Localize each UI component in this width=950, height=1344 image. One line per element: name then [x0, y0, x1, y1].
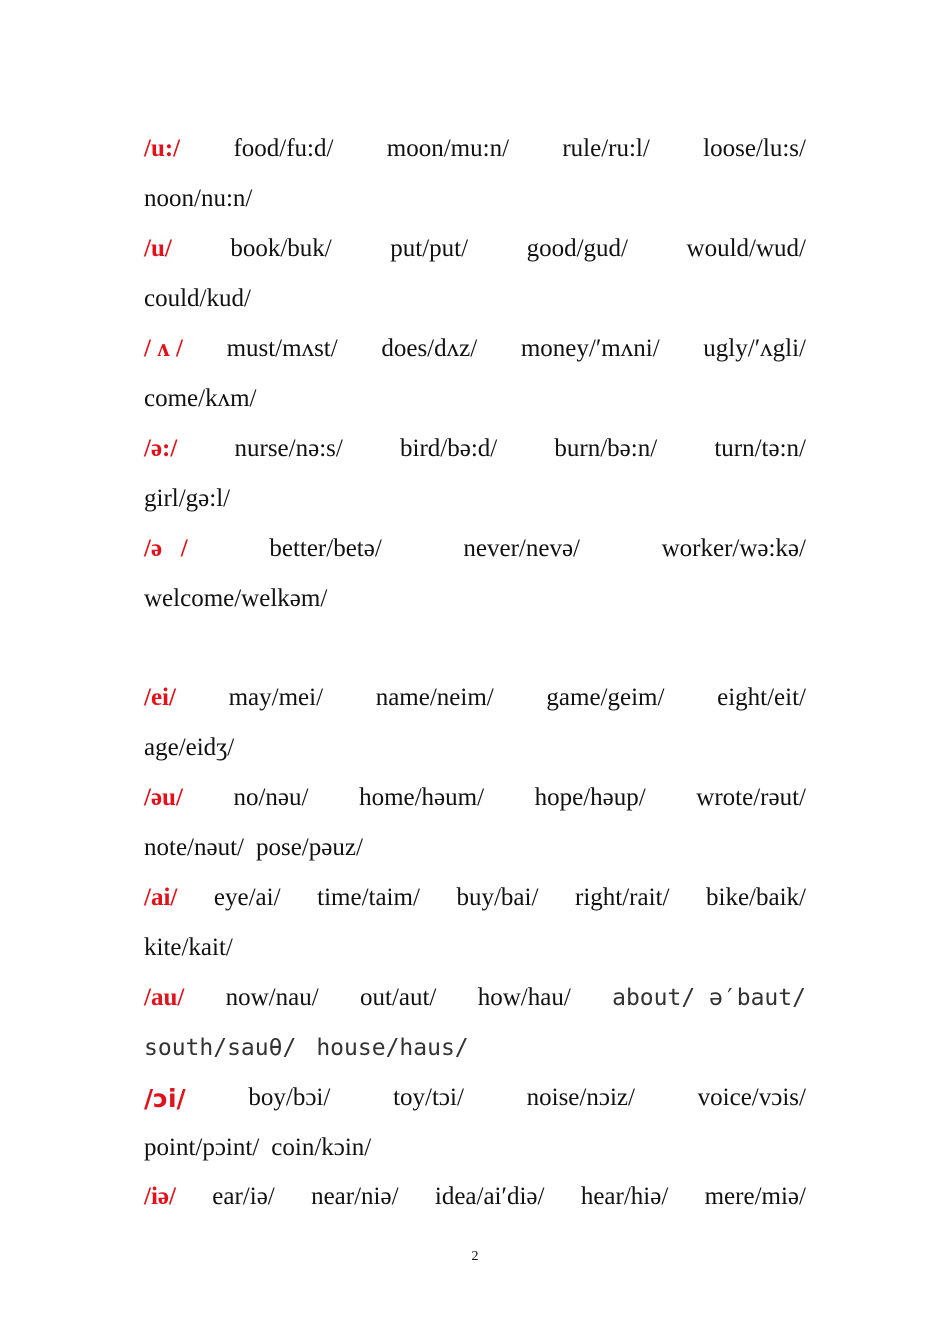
example-word: girl/gə:l/ [144, 485, 231, 512]
phoneme-symbol: /iə/ [144, 1183, 176, 1210]
example-word: noise/nɔiz/ [526, 1084, 635, 1111]
phoneme-row [144, 132, 806, 166]
phoneme-symbol: /ə / [144, 535, 188, 562]
continuation-row [144, 1031, 806, 1065]
phoneme-row [144, 881, 806, 915]
example-word: loose/lu:s/ [703, 135, 806, 162]
example-word: no/nəu/ [233, 784, 309, 811]
example-word: near/niə/ [311, 1183, 399, 1210]
example-word: eye/ai/ [213, 884, 281, 911]
phoneme-symbol: /ɔi/ [144, 1083, 186, 1113]
example-word: worker/wə:kə/ [661, 535, 806, 562]
example-word: how/hau/ [477, 984, 571, 1011]
example-word: turn/tə:n/ [714, 435, 806, 462]
example-word: right/rait/ [575, 884, 670, 911]
example-word: buy/bai/ [456, 884, 539, 911]
continuation-row [144, 182, 806, 216]
example-word: would/wud/ [686, 235, 806, 262]
phoneme-symbol: /ei/ [144, 684, 176, 711]
page-number: 2 [471, 1249, 479, 1264]
example-word: south/sauθ/ [144, 1035, 297, 1061]
continuation-row [144, 382, 806, 416]
phoneme-symbol: / ʌ / [144, 335, 183, 362]
example-word: nurse/nə:s/ [234, 435, 343, 462]
continuation-row [144, 831, 806, 865]
example-word: may/mei/ [228, 684, 324, 711]
example-word: must/mʌst/ [226, 335, 338, 362]
phoneme-row [144, 532, 806, 566]
example-word: food/fu:d/ [233, 135, 334, 162]
continuation-row [144, 282, 806, 316]
example-word: point/pɔint/ [144, 1134, 260, 1161]
example-word: note/nəut/ [144, 834, 244, 861]
phoneme-symbol: /ə:/ [144, 435, 178, 462]
example-word: moon/mu:n/ [386, 135, 510, 162]
example-word: coin/kɔin/ [271, 1134, 372, 1161]
example-word: book/buk/ [230, 235, 332, 262]
example-word: bird/bə:d/ [400, 435, 498, 462]
example-word: bike/baik/ [706, 884, 806, 911]
example-word: never/nevə/ [463, 535, 580, 562]
example-word: time/taim/ [317, 884, 420, 911]
phoneme-row [144, 981, 806, 1015]
example-word: pose/pəuz/ [255, 834, 363, 861]
example-word: rule/ru:l/ [562, 135, 650, 162]
phoneme-symbol: /u:/ [144, 135, 181, 162]
example-word: hear/hiə/ [580, 1183, 669, 1210]
example-word: mere/miə/ [704, 1183, 806, 1210]
example-word: ear/iə/ [212, 1183, 275, 1210]
example-word: does/dʌz/ [381, 335, 478, 362]
example-word: about/ ə′baut/ [612, 985, 806, 1011]
phoneme-symbol: /ai/ [144, 884, 178, 911]
phoneme-symbol: /u/ [144, 235, 172, 262]
example-word: noon/nu:n/ [144, 185, 253, 212]
example-word: age/eidʒ/ [144, 734, 235, 761]
example-word: put/put/ [390, 235, 469, 262]
example-word: welcome/welkəm/ [144, 585, 328, 612]
phoneme-row [144, 232, 806, 266]
example-word: good/gud/ [526, 235, 628, 262]
example-word: ugly/′ʌgli/ [703, 335, 806, 362]
example-word: game/geim/ [546, 684, 665, 711]
example-word: burn/bə:n/ [554, 435, 658, 462]
example-word: name/neim/ [375, 684, 494, 711]
continuation-row [144, 582, 806, 616]
continuation-row [144, 731, 806, 765]
example-word: now/nau/ [225, 984, 319, 1011]
example-word: hope/həup/ [534, 784, 646, 811]
example-word: eight/eit/ [717, 684, 806, 711]
continuation-row [144, 931, 806, 965]
example-word: wrote/rəut/ [696, 784, 806, 811]
example-word: voice/vɔis/ [697, 1084, 806, 1111]
example-word: out/aut/ [360, 984, 437, 1011]
phoneme-symbol: /au/ [144, 984, 185, 1011]
phoneme-row [144, 332, 806, 366]
example-word: money/′mʌni/ [520, 335, 660, 362]
phoneme-row [144, 432, 806, 466]
example-word: come/kʌm/ [144, 385, 257, 412]
phoneme-row [144, 1180, 806, 1214]
continuation-row [144, 1131, 806, 1165]
example-word: boy/bɔi/ [248, 1084, 331, 1111]
phoneme-row [144, 1081, 806, 1115]
phoneme-row [144, 781, 806, 815]
example-word: kite/kait/ [144, 934, 233, 961]
phoneme-symbol: /əu/ [144, 784, 183, 811]
example-word: better/betə/ [269, 535, 382, 562]
example-word: idea/ai′diə/ [434, 1183, 545, 1210]
example-word: house/haus/ [316, 1035, 469, 1061]
example-word: toy/tɔi/ [393, 1084, 464, 1111]
phoneme-row [144, 681, 806, 715]
example-word: could/kud/ [144, 285, 251, 312]
continuation-row [144, 482, 806, 516]
example-word: home/həum/ [359, 784, 485, 811]
